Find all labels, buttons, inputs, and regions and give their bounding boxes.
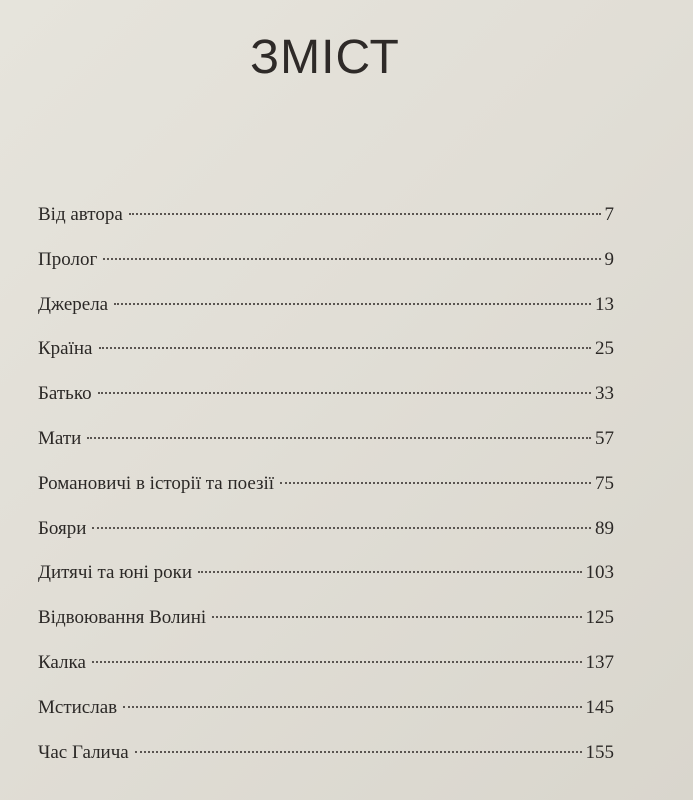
dot-leader	[103, 258, 600, 260]
toc-entry-page: 89	[595, 517, 614, 539]
toc-entry-label: Мати	[38, 427, 82, 449]
toc-entry-page: 13	[595, 293, 614, 315]
toc-entry-label: Час Галича	[38, 741, 129, 763]
page-title: ЗМІСТ	[250, 31, 400, 84]
toc-entry-label: Відвоювання Волині	[38, 607, 207, 629]
toc-entry-page: 75	[595, 472, 614, 494]
toc-entry-page: 137	[585, 651, 614, 673]
toc-entry-label: Бояри	[38, 517, 87, 539]
toc-entry	[38, 424, 614, 469]
toc-entry-page: 9	[604, 248, 614, 270]
toc-entry-label: Від автора	[38, 204, 123, 225]
table-of-contents	[38, 200, 614, 782]
toc-entry-page: 155	[585, 741, 614, 763]
toc-entry-label: Калка	[38, 651, 86, 673]
toc-entry-page: 25	[595, 338, 614, 360]
toc-entry-page: 145	[585, 696, 614, 718]
toc-entry-label: Романовичі в історії та поезії	[38, 472, 275, 494]
dot-leader	[87, 437, 591, 439]
toc-entry-label: Батько	[38, 383, 92, 405]
toc-entry-page: 57	[595, 427, 614, 449]
toc-entry	[38, 558, 614, 603]
dot-leader	[123, 706, 581, 708]
toc-entry-label: Дитячі та юні роки	[38, 562, 193, 584]
toc-entry	[38, 200, 614, 245]
toc-entry	[38, 738, 614, 783]
toc-entry	[38, 290, 614, 335]
toc-entry-label: Пролог	[38, 248, 98, 270]
toc-entry-page: 103	[585, 562, 614, 584]
toc-entry-page: 7	[604, 204, 614, 225]
toc-entry	[38, 693, 614, 738]
dot-leader	[98, 392, 591, 394]
toc-entry	[38, 648, 614, 693]
toc-entry	[38, 379, 614, 424]
dot-leader	[92, 661, 582, 663]
toc-entry	[38, 334, 614, 379]
toc-entry-label: Джерела	[38, 293, 109, 315]
dot-leader	[129, 213, 601, 215]
dot-leader	[114, 303, 591, 305]
toc-entry	[38, 514, 614, 559]
toc-entry-page: 125	[585, 607, 614, 629]
dot-leader	[92, 527, 591, 529]
toc-entry	[38, 469, 614, 514]
dot-leader	[280, 482, 591, 484]
toc-entry	[38, 245, 614, 290]
toc-entry-label: Мстислав	[38, 696, 118, 718]
toc-entry-label: Країна	[38, 338, 93, 360]
dot-leader	[99, 347, 592, 349]
toc-entry	[38, 603, 614, 648]
dot-leader	[212, 616, 581, 618]
dot-leader	[198, 571, 581, 573]
toc-entry-page: 33	[595, 383, 614, 405]
dot-leader	[135, 751, 582, 753]
